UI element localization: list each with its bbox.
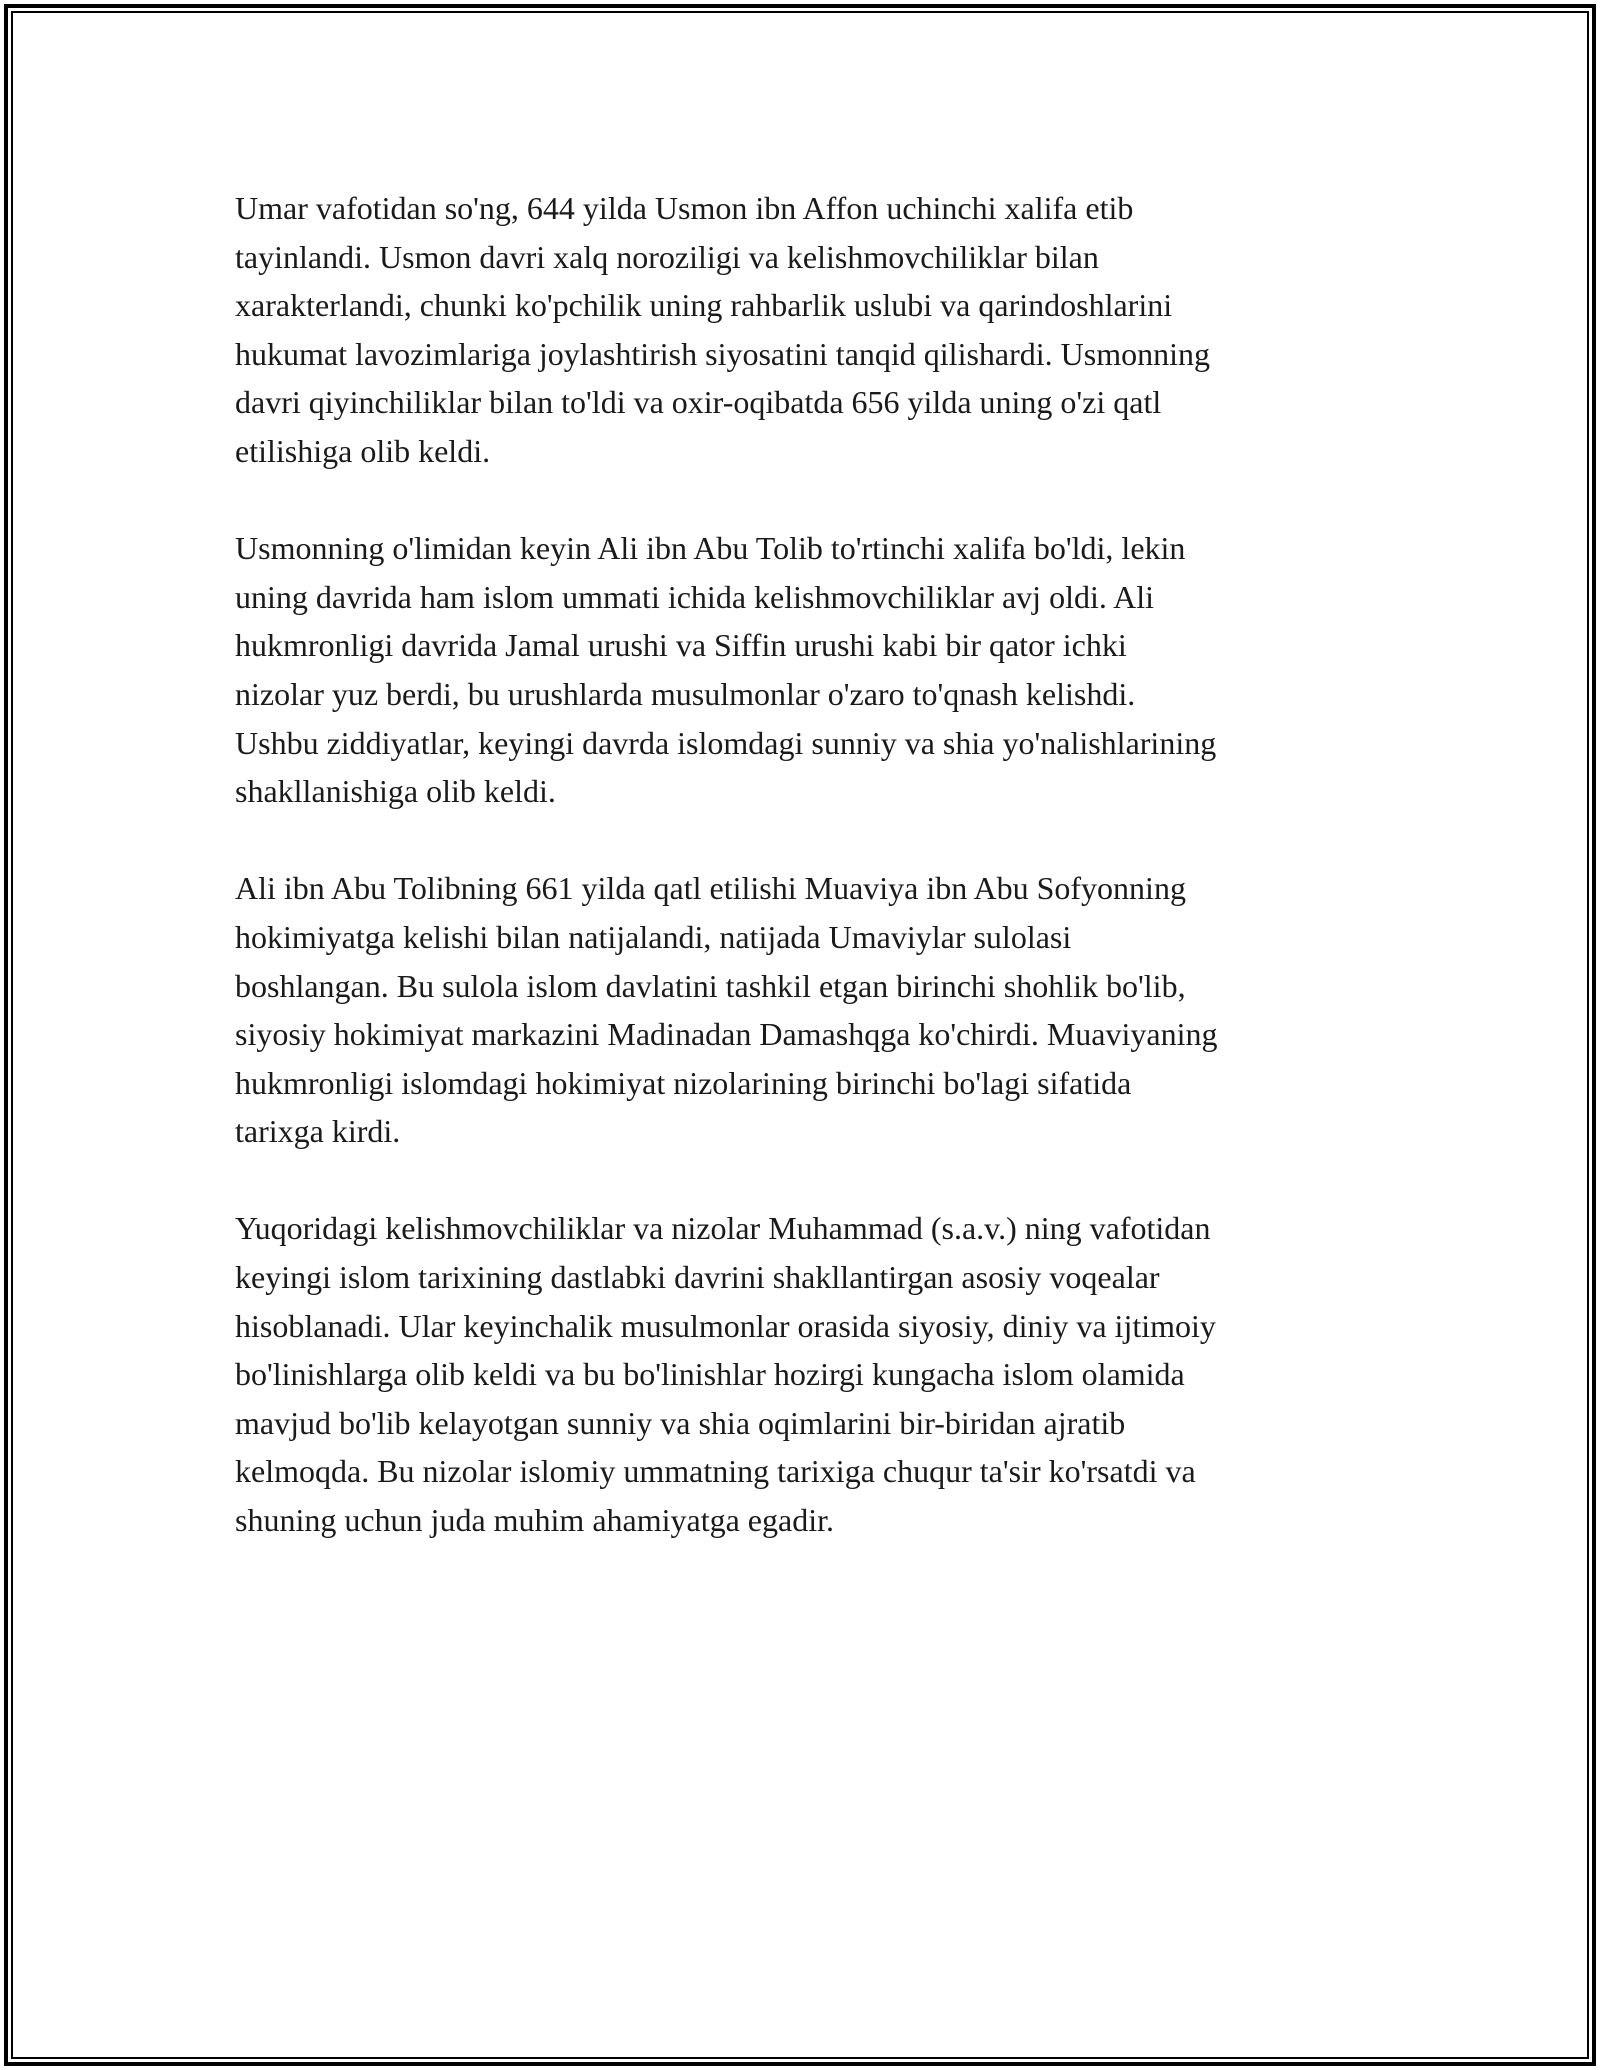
text-line: nizolar yuz berdi, bu urushlarda musulmonlar o'zaro to'qnash kelishdi. (235, 675, 1136, 712)
document-body (235, 184, 1385, 1593)
text-line: shuning uchun juda muhim ahamiyatga egadir. (235, 1502, 834, 1539)
text-line: Ushbu ziddiyatlar, keyingi davrda islomdagi sunniy va shia yo'nalishlarining (235, 724, 1217, 761)
text-line: xarakterlandi, chunki ko'pchilik uning rahbarlik uslubi va qarindoshlarini (235, 287, 1173, 324)
text-line: davri qiyinchiliklar bilan to'ldi va oxir-oqibatda 656 yilda uning o'zi qatl (235, 384, 1162, 421)
text-line: Usmonning o'limidan keyin Ali ibn Abu Tolib to'rtinchi xalifa bo'ldi, lekin (235, 530, 1186, 567)
paragraph-3 (235, 864, 1385, 1156)
text-line: hisoblanadi. Ular keyinchalik musulmonlar orasida siyosiy, diniy va ijtimoiy (235, 1307, 1216, 1344)
text-line: bo'linishlarga olib keldi va bu bo'linishlar hozirgi kungacha islom olamida (235, 1356, 1185, 1393)
paragraph-1 (235, 184, 1385, 476)
text-line: boshlangan. Bu sulola islom davlatini tashkil etgan birinchi shohlik bo'lib, (235, 967, 1186, 1004)
text-line: keyingi islom tarixining dastlabki davrini shakllantirgan asosiy voqealar (235, 1259, 1160, 1296)
text-line: etilishiga olib keldi. (235, 432, 491, 469)
paragraph-2 (235, 524, 1385, 816)
text-line: hukumat lavozimlariga joylashtirish siyosatini tanqid qilishardi. Usmonning (235, 335, 1210, 372)
text-line: hukmronligi islomdagi hokimiyat nizolarining birinchi bo'lagi sifatida (235, 1064, 1132, 1101)
text-line: tarixga kirdi. (235, 1113, 401, 1150)
text-line: siyosiy hokimiyat markazini Madinadan Damashqga ko'chirdi. Muaviyaning (235, 1016, 1218, 1053)
text-line: mavjud bo'lib kelayotgan sunniy va shia oqimlarini bir-biridan ajratib (235, 1404, 1126, 1441)
text-line: Umar vafotidan so'ng, 644 yilda Usmon ibn Affon uchinchi xalifa etib (235, 190, 1134, 226)
text-line: shakllanishiga olib keldi. (235, 773, 556, 810)
text-line: Ali ibn Abu Tolibning 661 yilda qatl etilishi Muaviya ibn Abu Sofyonning (235, 870, 1186, 907)
text-line: tayinlandi. Usmon davri xalq noroziligi va kelishmovchiliklar bilan (235, 238, 1099, 275)
text-line: hokimiyatga kelishi bilan natijalandi, natijada Umaviylar sulolasi (235, 918, 1072, 955)
text-line: hukmronligi davrida Jamal urushi va Siffin urushi kabi bir qator ichki (235, 627, 1127, 664)
text-line: uning davrida ham islom ummati ichida kelishmovchiliklar avj oldi. Ali (235, 578, 1154, 615)
text-line: kelmoqda. Bu nizolar islomiy ummatning tarixiga chuqur ta'sir ko'rsatdi va (235, 1453, 1196, 1490)
paragraph-4 (235, 1204, 1385, 1544)
text-line: Yuqoridagi kelishmovchiliklar va nizolar Muhammad (s.a.v.) ning vafotidan (235, 1210, 1211, 1247)
